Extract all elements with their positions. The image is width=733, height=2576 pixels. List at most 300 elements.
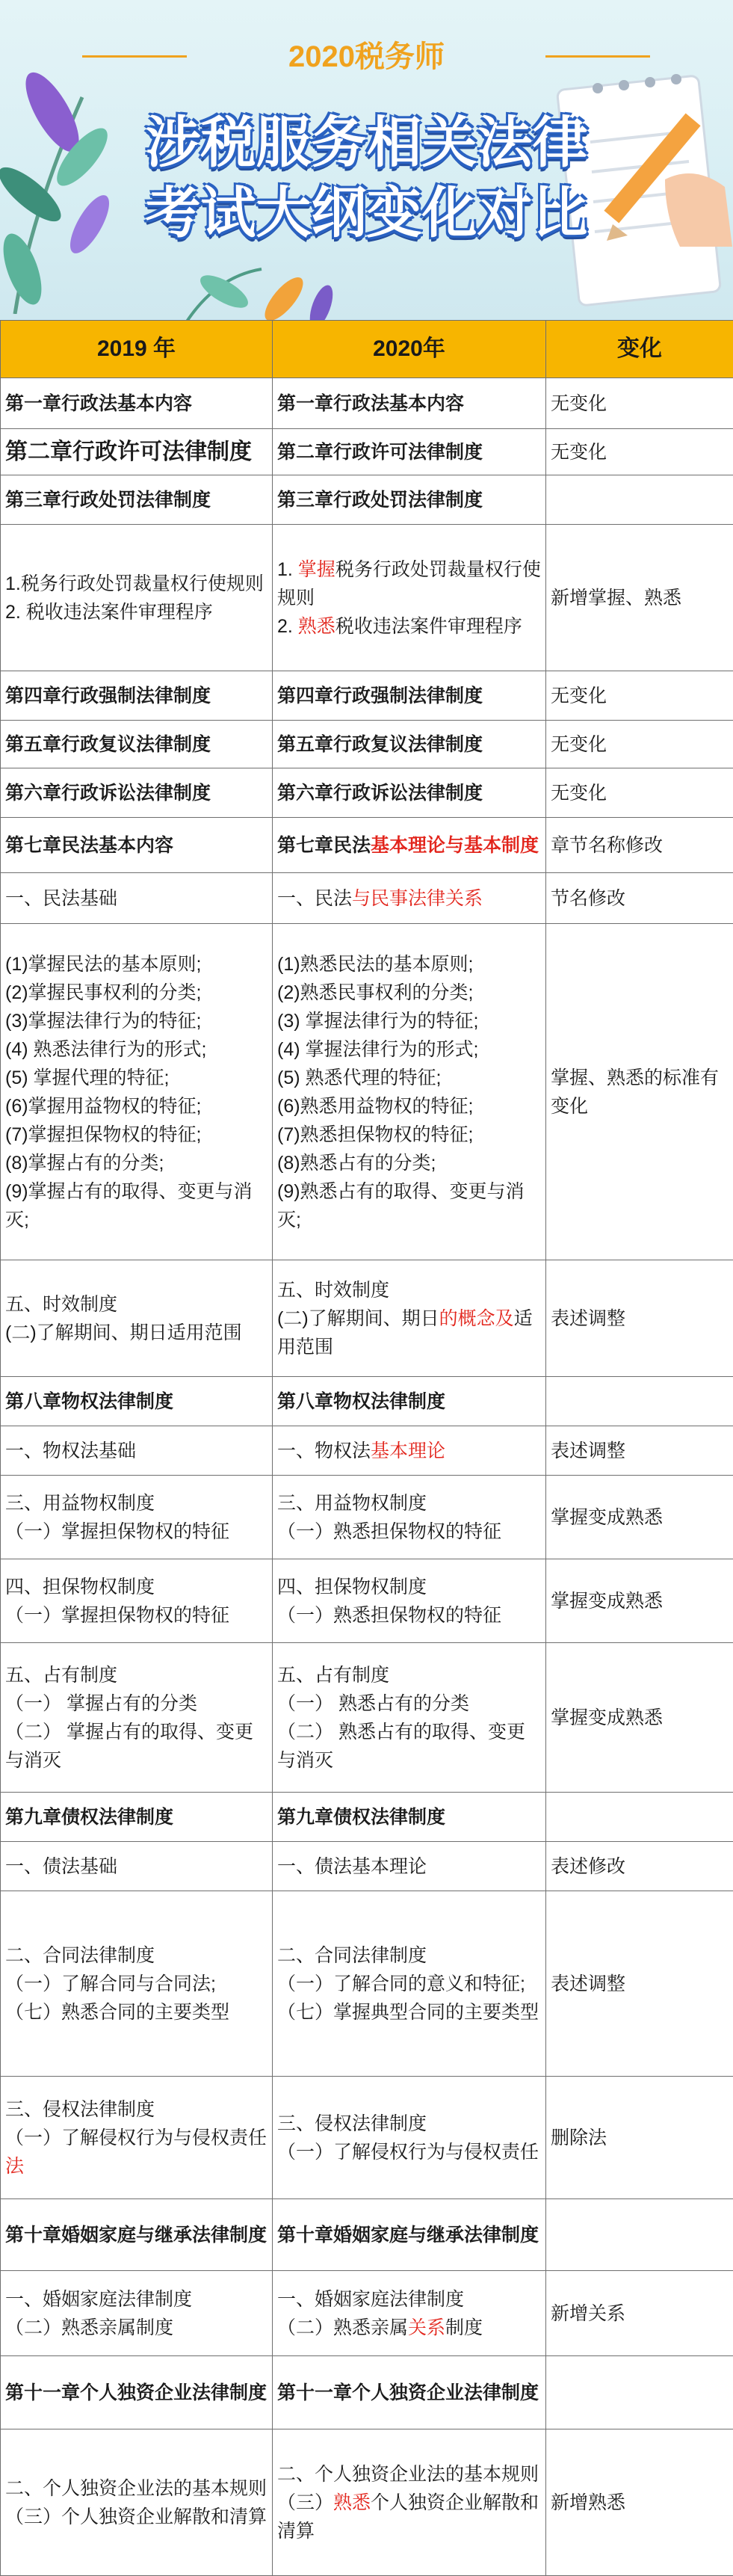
- cell-2020: [273, 924, 546, 1260]
- cell-line: [5, 2221, 267, 2249]
- cell-text: 四、担保物权制度: [277, 1577, 427, 1597]
- cell-line: [5, 598, 267, 626]
- cell-2020: [273, 2271, 546, 2356]
- cell-text: 个人独资企业解散和清算: [277, 2492, 539, 2542]
- cell-line: [277, 884, 541, 913]
- cell-line: [277, 1998, 541, 2027]
- table-header-row: [1, 321, 733, 378]
- outline-comparison-table: [0, 320, 733, 2576]
- cell-text: 第十章婚姻家庭与继承法律制度: [277, 2225, 539, 2246]
- page-title-line2: 考试大纲变化对比: [0, 169, 733, 248]
- cell-text: （一）熟悉担保物权的特征: [277, 1605, 501, 1626]
- table-row: [1, 525, 733, 671]
- cell-text: 一、婚姻家庭法律制度: [277, 2289, 464, 2310]
- cell-text: 第四章行政强制法律制度: [277, 685, 483, 706]
- highlight-text: 关系: [408, 2317, 445, 2338]
- cell-change: [546, 475, 733, 525]
- cell-text: (9)掌握占有的取得、变更与消灭;: [5, 1181, 253, 1230]
- cell-line: [551, 1852, 729, 1881]
- cell-text: 2. 税收违法案件审理程序: [5, 602, 213, 623]
- cell-2020: [273, 1842, 546, 1891]
- cell-2020: [273, 2356, 546, 2429]
- cell-text: 三、用益物权制度: [5, 1493, 155, 1514]
- cell-text: 第八章物权法律制度: [5, 1391, 173, 1412]
- table-row: [1, 2077, 733, 2199]
- cell-text: 无变化: [551, 685, 607, 706]
- highlight-text: 法: [5, 2156, 24, 2177]
- cell-text: (1)掌握民法的基本原则;: [5, 954, 202, 975]
- cell-line: [277, 1489, 541, 1517]
- cell-text: 二、合同法律制度: [5, 1945, 155, 1966]
- cell-text: 1.: [277, 559, 298, 580]
- cell-text: 第七章民法基本内容: [5, 835, 173, 856]
- cell-line: [5, 1092, 267, 1121]
- cell-text: (2)掌握民事权利的分类;: [5, 982, 202, 1003]
- highlight-text: 基本理论: [371, 1440, 445, 1461]
- cell-line: [277, 2110, 541, 2138]
- cell-line: [5, 979, 267, 1007]
- cell-text: 1.税务行政处罚裁量权行使规则: [5, 573, 264, 594]
- table-row: [1, 2356, 733, 2429]
- cell-line: [551, 1437, 729, 1465]
- cell-2019: [1, 768, 273, 818]
- cell-text: 二、个人独资企业法的基本规则: [5, 2478, 267, 2499]
- cell-line: [551, 779, 729, 807]
- cell-text: 节名修改: [551, 888, 625, 909]
- cell-line: [5, 570, 267, 598]
- cell-text: 第二章行政许可法律制度: [277, 442, 483, 463]
- cell-line: [551, 1587, 729, 1615]
- cell-text: 第六章行政诉讼法律制度: [277, 783, 483, 804]
- cell-2020: [273, 1476, 546, 1559]
- cell-line: [5, 1601, 267, 1630]
- cell-line: [5, 2379, 267, 2407]
- cell-change: [546, 378, 733, 429]
- cell-2020: [273, 1643, 546, 1793]
- cell-change: [546, 1643, 733, 1793]
- cell-2020: [273, 721, 546, 768]
- table-row: [1, 873, 733, 924]
- cell-line: [5, 779, 267, 807]
- highlight-text: 熟悉: [333, 2492, 371, 2513]
- cell-line: [277, 1970, 541, 1998]
- cell-text: （一）了解侵权行为与侵权责任: [5, 2127, 267, 2148]
- cell-text: 制度: [445, 2317, 483, 2338]
- cell-line: [5, 1319, 267, 1347]
- cell-line: [5, 831, 267, 860]
- cell-line: [277, 950, 541, 979]
- cell-line: [5, 2124, 267, 2181]
- cell-text: 无变化: [551, 734, 607, 755]
- cell-line: [5, 1489, 267, 1517]
- cell-text: （一） 掌握占有的分类: [5, 1693, 197, 1714]
- cell-text: 第十一章个人独资企业法律制度: [277, 2382, 539, 2403]
- table-row: [1, 1793, 733, 1842]
- cell-2019: [1, 1793, 273, 1842]
- cell-line: [5, 1149, 267, 1177]
- cell-line: [5, 389, 267, 418]
- cell-text: （一）熟悉担保物权的特征: [277, 1521, 501, 1542]
- cell-line: [5, 1177, 267, 1234]
- highlight-text: 与民事法律关系: [352, 888, 483, 909]
- table-row: [1, 768, 733, 818]
- cell-line: [277, 1941, 541, 1970]
- cell-text: 第三章行政处罚法律制度: [277, 490, 483, 511]
- cell-2019: [1, 475, 273, 525]
- cell-2020: [273, 873, 546, 924]
- cell-2019: [1, 1476, 273, 1559]
- cell-2019: [1, 2271, 273, 2356]
- brand-label: 2020税务师: [0, 33, 733, 76]
- cell-text: 二、合同法律制度: [277, 1945, 427, 1966]
- cell-text: 第二章行政许可法律制度: [5, 440, 252, 464]
- cell-line: [277, 486, 541, 514]
- page-title-line1: 涉税服务相关法律: [0, 99, 733, 178]
- cell-change: [546, 768, 733, 818]
- cell-line: [5, 1517, 267, 1546]
- cell-text: (5) 熟悉代理的特征;: [277, 1067, 441, 1088]
- cell-text: 四、担保物权制度: [5, 1577, 155, 1597]
- cell-change: [546, 1377, 733, 1426]
- cell-text: 表述调整: [551, 1973, 625, 1994]
- cell-line: [551, 389, 729, 418]
- table-row: [1, 1842, 733, 1891]
- cell-text: 新增关系: [551, 2303, 625, 2324]
- table-row: [1, 1643, 733, 1793]
- cell-change: [546, 1891, 733, 2077]
- cell-text: 新增掌握、熟悉: [551, 588, 681, 608]
- cell-line: [277, 2314, 541, 2342]
- highlight-text: 熟悉: [298, 616, 335, 637]
- cell-text: 第九章债权法律制度: [277, 1807, 445, 1828]
- table-row: [1, 1891, 733, 2077]
- cell-line: [277, 1007, 541, 1035]
- cell-change: [546, 818, 733, 873]
- cell-line: [277, 2285, 541, 2314]
- highlight-text: 的概念及: [439, 1308, 514, 1329]
- table-row: [1, 1559, 733, 1643]
- cell-text: （一）了解合同的意义和特征;: [277, 1973, 525, 1994]
- cell-line: [551, 730, 729, 759]
- cell-text: （一）掌握担保物权的特征: [5, 1605, 229, 1626]
- cell-text: 章节名称修改: [551, 835, 663, 856]
- cell-line: [5, 1689, 267, 1718]
- cell-line: [551, 1970, 729, 1998]
- cell-line: [277, 2489, 541, 2545]
- cell-change: [546, 1476, 733, 1559]
- cell-line: [5, 1035, 267, 1064]
- cell-text: 五、占有制度: [5, 1665, 117, 1686]
- cell-text: (2)熟悉民事权利的分类;: [277, 982, 474, 1003]
- cell-text: (4) 掌握法律行为的形式;: [277, 1039, 478, 1060]
- leaf-decoration-icon: [172, 247, 344, 320]
- table-row: [1, 1426, 733, 1476]
- cell-change: [546, 2077, 733, 2199]
- cell-text: 掌握变成熟悉: [551, 1507, 663, 1528]
- cell-line: [277, 1387, 541, 1416]
- cell-text: 一、物权法: [277, 1440, 371, 1461]
- cell-line: [277, 2138, 541, 2166]
- cell-text: 税务行政处罚裁量权行使规则: [277, 559, 541, 608]
- cell-2019: [1, 1260, 273, 1377]
- cell-text: 二、个人独资企业法的基本规则: [277, 2464, 539, 2485]
- cell-2019: [1, 2077, 273, 2199]
- cell-line: [551, 2489, 729, 2517]
- cell-line: [277, 612, 541, 641]
- table-row: [1, 378, 733, 429]
- table-row: [1, 818, 733, 873]
- cell-change: [546, 2271, 733, 2356]
- cell-2019: [1, 1842, 273, 1891]
- cell-text: (8)熟悉占有的分类;: [277, 1153, 436, 1174]
- cell-text: （一）了解侵权行为与侵权责任: [277, 2142, 539, 2163]
- cell-text: 三、侵权法律制度: [5, 2099, 155, 2120]
- cell-text: 无变化: [551, 442, 607, 463]
- cell-line: [5, 1661, 267, 1689]
- cell-text: 第三章行政处罚法律制度: [5, 490, 211, 511]
- cell-line: [277, 1661, 541, 1689]
- cell-line: [277, 1092, 541, 1121]
- cell-line: [277, 1852, 541, 1881]
- cell-text: 第一章行政法基本内容: [5, 393, 192, 414]
- cell-text: 一、民法: [277, 888, 352, 909]
- cell-2020: [273, 818, 546, 873]
- cell-line: [551, 438, 729, 466]
- cell-text: 第十章婚姻家庭与继承法律制度: [5, 2225, 267, 2246]
- cell-change: [546, 1426, 733, 1476]
- cell-text: （三）: [277, 2492, 333, 2513]
- highlight-text: 基本理论与基本制度: [371, 835, 539, 856]
- cell-text: (8)掌握占有的分类;: [5, 1153, 164, 1174]
- cell-text: 无变化: [551, 393, 607, 414]
- table-row: [1, 2199, 733, 2271]
- cell-text: (4) 熟悉法律行为的形式;: [5, 1039, 206, 1060]
- cell-change: [546, 1842, 733, 1891]
- cell-text: （一）了解合同与合同法;: [5, 1973, 216, 1994]
- cell-line: [5, 1941, 267, 1970]
- cell-text: 第八章物权法律制度: [277, 1391, 445, 1412]
- cell-line: [5, 1573, 267, 1601]
- cell-line: [277, 1803, 541, 1831]
- cell-line: [5, 1290, 267, 1319]
- cell-text: (二)了解期间、期日: [277, 1308, 439, 1329]
- cell-text: 表述修改: [551, 1856, 625, 1877]
- cell-text: (二)了解期间、期日适用范围: [5, 1322, 242, 1343]
- column-header-2020: 2020年: [273, 321, 546, 378]
- cell-line: [277, 389, 541, 418]
- cell-text: (5) 掌握代理的特征;: [5, 1067, 169, 1088]
- cell-text: 第七章民法: [277, 835, 371, 856]
- cell-2019: [1, 818, 273, 873]
- cell-line: [277, 979, 541, 1007]
- cell-line: [551, 1704, 729, 1732]
- table-row: [1, 475, 733, 525]
- table-row: [1, 1476, 733, 1559]
- cell-line: [5, 1387, 267, 1416]
- cell-line: [551, 1503, 729, 1532]
- cell-line: [551, 2124, 729, 2152]
- cell-change: [546, 671, 733, 721]
- cell-change: [546, 2429, 733, 2576]
- cell-line: [277, 1718, 541, 1775]
- cell-2020: [273, 671, 546, 721]
- cell-text: 适用范围: [277, 1308, 533, 1358]
- cell-line: [5, 2474, 267, 2503]
- cell-text: 五、时效制度: [5, 1294, 117, 1315]
- cell-line: [5, 1064, 267, 1092]
- cell-line: [277, 2379, 541, 2407]
- cell-line: [5, 1718, 267, 1775]
- cell-line: [551, 584, 729, 612]
- cell-2019: [1, 2356, 273, 2429]
- cell-text: （一） 熟悉占有的分类: [277, 1693, 469, 1714]
- cell-text: 一、婚姻家庭法律制度: [5, 2289, 192, 2310]
- cell-change: [546, 429, 733, 475]
- cell-text: (6)熟悉用益物权的特征;: [277, 1096, 474, 1117]
- cell-line: [277, 1121, 541, 1149]
- cell-line: [277, 438, 541, 466]
- cell-2020: [273, 768, 546, 818]
- cell-2020: [273, 475, 546, 525]
- cell-line: [277, 1517, 541, 1546]
- cell-2020: [273, 2199, 546, 2271]
- cell-text: 一、物权法基础: [5, 1440, 136, 1461]
- cell-line: [551, 884, 729, 913]
- cell-2019: [1, 2429, 273, 2576]
- cell-change: [546, 1793, 733, 1842]
- column-header-change: 变化: [546, 321, 733, 378]
- table-row: [1, 924, 733, 1260]
- cell-text: 新增熟悉: [551, 2492, 625, 2513]
- cell-line: [277, 779, 541, 807]
- page-header: [0, 0, 733, 320]
- cell-2019: [1, 378, 273, 429]
- column-header-2019: 2019 年: [1, 321, 273, 378]
- cell-line: [277, 2221, 541, 2249]
- cell-line: [277, 1064, 541, 1092]
- cell-2019: [1, 1426, 273, 1476]
- cell-text: 表述调整: [551, 1308, 625, 1329]
- cell-2019: [1, 429, 273, 475]
- cell-text: （二）熟悉亲属制度: [5, 2317, 173, 2338]
- table-row: [1, 429, 733, 475]
- cell-2019: [1, 721, 273, 768]
- cell-line: [277, 555, 541, 612]
- cell-line: [277, 1689, 541, 1718]
- cell-text: 五、时效制度: [277, 1280, 389, 1301]
- cell-line: [5, 1121, 267, 1149]
- cell-change: [546, 1559, 733, 1643]
- cell-text: （三）个人独资企业解散和清算: [5, 2506, 267, 2527]
- cell-text: 三、侵权法律制度: [277, 2113, 427, 2134]
- table-row: [1, 1260, 733, 1377]
- cell-text: (6)掌握用益物权的特征;: [5, 1096, 202, 1117]
- cell-line: [277, 1437, 541, 1465]
- cell-text: (1)熟悉民法的基本原则;: [277, 954, 474, 975]
- cell-line: [5, 1803, 267, 1831]
- cell-2020: [273, 1891, 546, 2077]
- highlight-text: 掌握: [298, 559, 335, 580]
- cell-line: [5, 682, 267, 710]
- cell-line: [5, 486, 267, 514]
- cell-2020: [273, 525, 546, 671]
- table-row: [1, 1377, 733, 1426]
- cell-2019: [1, 1891, 273, 2077]
- cell-line: [551, 682, 729, 710]
- cell-line: [551, 2299, 729, 2328]
- cell-text: (7)熟悉担保物权的特征;: [277, 1124, 474, 1145]
- cell-2020: [273, 1559, 546, 1643]
- cell-line: [5, 1007, 267, 1035]
- cell-2019: [1, 525, 273, 671]
- cell-line: [277, 1304, 541, 1361]
- cell-text: 无变化: [551, 783, 607, 804]
- cell-text: (9)熟悉占有的取得、变更与消灭;: [277, 1181, 525, 1230]
- cell-line: [277, 831, 541, 860]
- cell-2020: [273, 2429, 546, 2576]
- cell-text: (3)掌握法律行为的特征;: [5, 1011, 202, 1032]
- cell-2020: [273, 1426, 546, 1476]
- cell-text: 一、债法基础: [5, 1856, 117, 1877]
- cell-text: （二） 掌握占有的取得、变更与消灭: [5, 1722, 253, 1771]
- cell-2019: [1, 1559, 273, 1643]
- cell-line: [5, 2314, 267, 2342]
- cell-line: [277, 682, 541, 710]
- cell-line: [277, 1035, 541, 1064]
- cell-text: 第十一章个人独资企业法律制度: [5, 2382, 267, 2403]
- cell-line: [277, 1149, 541, 1177]
- table-row: [1, 671, 733, 721]
- cell-2020: [273, 1793, 546, 1842]
- cell-text: 第四章行政强制法律制度: [5, 685, 211, 706]
- cell-line: [551, 1304, 729, 1333]
- cell-2020: [273, 429, 546, 475]
- cell-2019: [1, 924, 273, 1260]
- cell-text: 删除法: [551, 2127, 607, 2148]
- cell-2020: [273, 1377, 546, 1426]
- cell-text: （七）掌握典型合同的主要类型: [277, 2002, 539, 2023]
- cell-line: [5, 1437, 267, 1465]
- cell-text: 第五章行政复议法律制度: [5, 734, 211, 755]
- cell-2020: [273, 2077, 546, 2199]
- cell-line: [5, 730, 267, 759]
- cell-line: [277, 1276, 541, 1304]
- cell-text: (7)掌握担保物权的特征;: [5, 1124, 202, 1145]
- cell-line: [5, 2285, 267, 2314]
- cell-text: （二） 熟悉占有的取得、变更与消灭: [277, 1722, 525, 1771]
- cell-line: [5, 1852, 267, 1881]
- cell-2020: [273, 378, 546, 429]
- cell-2019: [1, 873, 273, 924]
- cell-text: 五、占有制度: [277, 1665, 389, 1686]
- cell-change: [546, 873, 733, 924]
- cell-text: 第一章行政法基本内容: [277, 393, 464, 414]
- cell-text: 一、民法基础: [5, 888, 117, 909]
- cell-2019: [1, 1643, 273, 1793]
- table-row: [1, 2429, 733, 2576]
- cell-text: 表述调整: [551, 1440, 625, 1461]
- cell-text: (3) 掌握法律行为的特征;: [277, 1011, 478, 1032]
- cell-text: 掌握、熟悉的标准有 变化: [551, 1067, 719, 1117]
- cell-text: 一、债法基本理论: [277, 1856, 427, 1877]
- cell-line: [5, 1970, 267, 1998]
- cell-text: 第九章债权法律制度: [5, 1807, 173, 1828]
- cell-line: [5, 884, 267, 913]
- cell-2019: [1, 671, 273, 721]
- cell-text: 税收违法案件审理程序: [335, 616, 522, 637]
- table-row: [1, 721, 733, 768]
- cell-text: 第五章行政复议法律制度: [277, 734, 483, 755]
